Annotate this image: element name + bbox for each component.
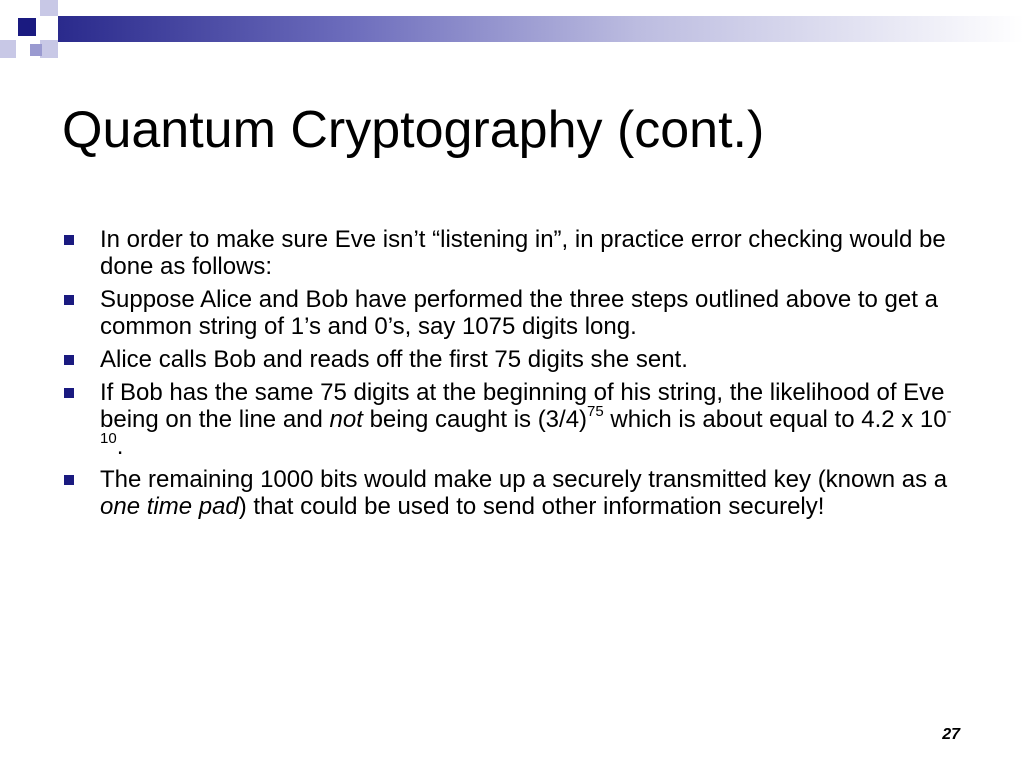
header-gradient-bar — [58, 16, 1024, 42]
bullet-list — [62, 226, 962, 526]
deco-square-light — [0, 40, 16, 58]
deco-square-light — [40, 0, 58, 16]
bullet-text: In order to make sure Eve isn’t “listening in”, in practice error checking would be done as follows: — [100, 226, 946, 280]
exponent: -10 — [100, 403, 952, 447]
deco-square-mid — [30, 44, 42, 56]
deco-square-light — [40, 40, 58, 58]
bullet-text: being caught is (3/4) — [362, 406, 588, 433]
bullet-text-italic: one time pad — [100, 493, 239, 520]
bullet-text: . — [116, 433, 124, 460]
bullet-text: If Bob has the same 75 digits at the beginning of his string, the likelihood of Eve being on the line and — [100, 379, 945, 433]
list-item — [62, 286, 962, 340]
bullet-text: Suppose Alice and Bob have performed the three steps outlined above to get a common string of 1’s and 0’s, say 1075 digits long. — [100, 286, 938, 340]
list-item — [62, 346, 962, 373]
bullet-text-italic: not — [329, 406, 363, 433]
square-bullet-icon — [64, 475, 74, 485]
exponent: 75 — [587, 403, 604, 420]
bullet-text: The remaining 1000 bits would make up a securely transmitted key (known as a — [100, 466, 948, 493]
square-bullet-icon — [64, 295, 74, 305]
deco-square-dark — [18, 18, 36, 36]
bullet-text: ) that could be used to send other information securely! — [238, 493, 825, 520]
bullet-text: which is about equal to 4.2 x 10 — [603, 406, 947, 433]
square-bullet-icon — [64, 235, 74, 245]
list-item — [62, 379, 962, 460]
page-number: 27 — [942, 726, 960, 743]
list-item — [62, 226, 962, 280]
list-item — [62, 466, 962, 520]
square-bullet-icon — [64, 388, 74, 398]
bullet-text: Alice calls Bob and reads off the first 75 digits she sent. — [100, 346, 688, 373]
square-bullet-icon — [64, 355, 74, 365]
slide-title: Quantum Cryptography (cont.) — [62, 101, 765, 159]
